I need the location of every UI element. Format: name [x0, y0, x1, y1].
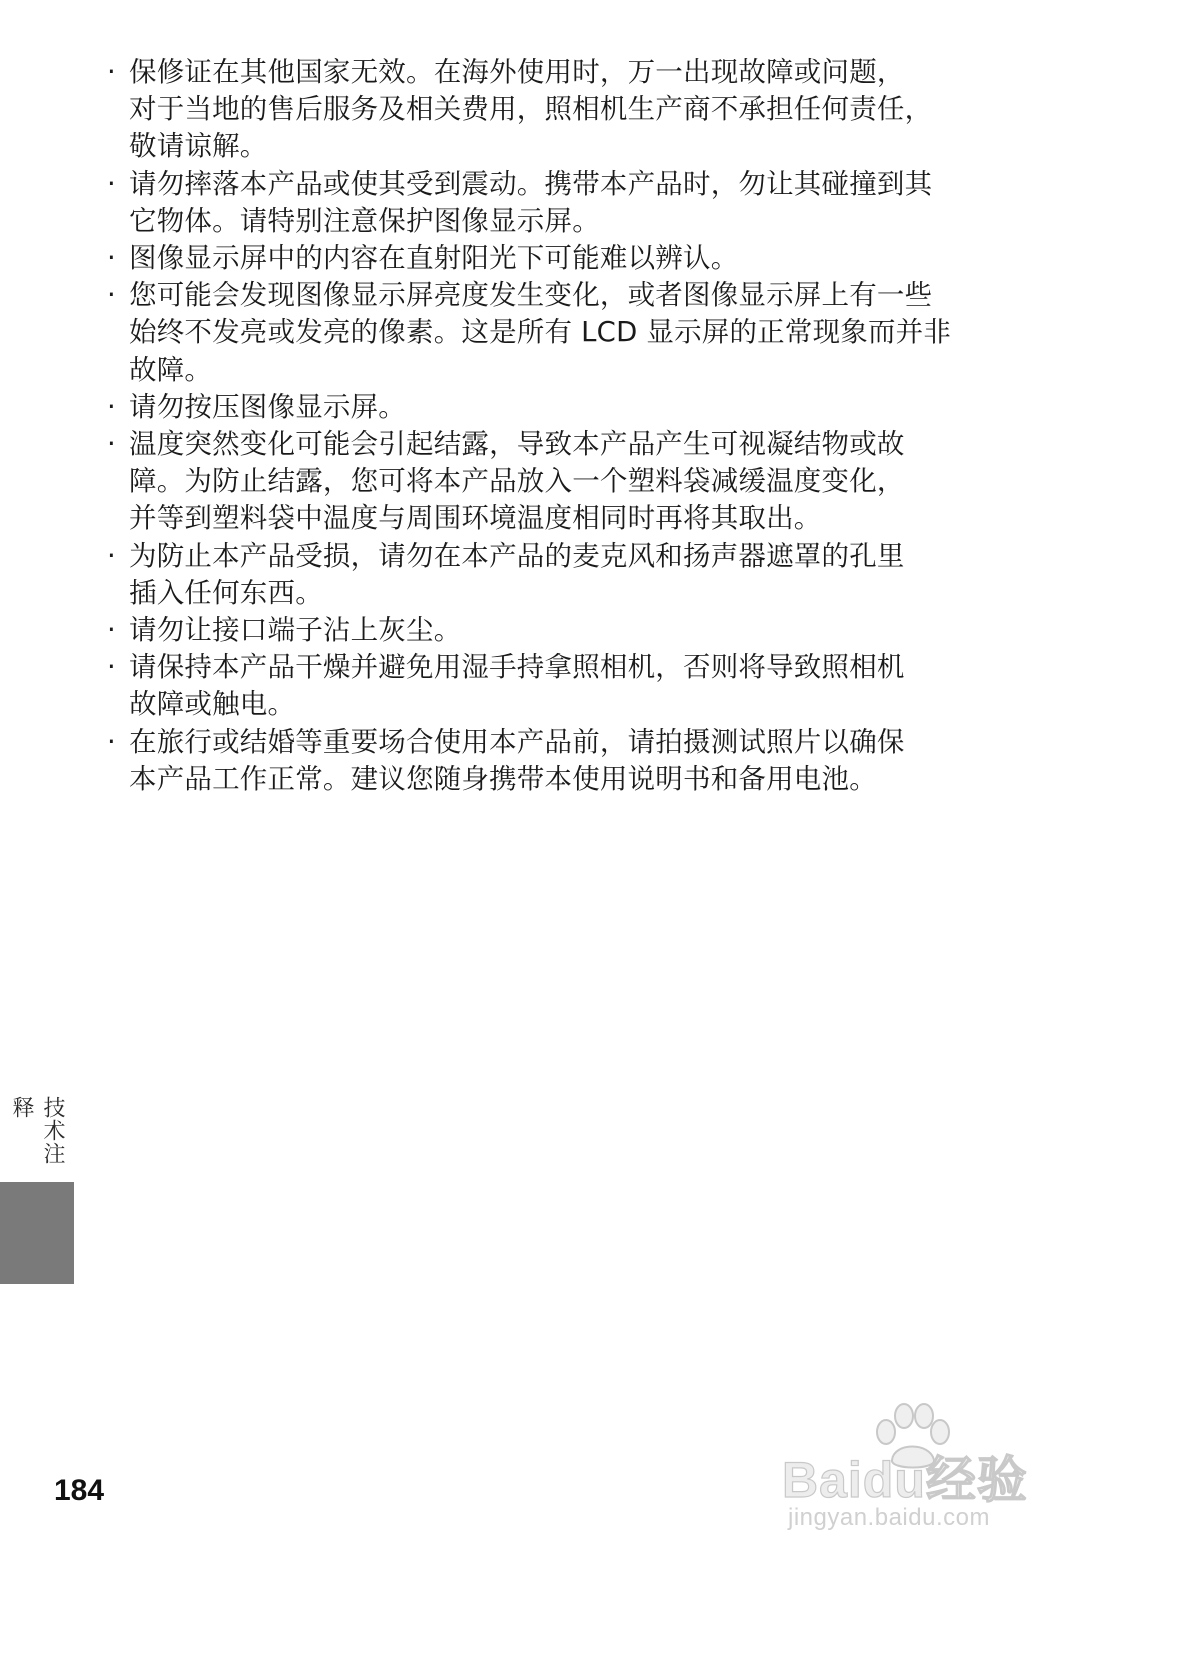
list-item	[105, 649, 987, 723]
list-item-text: 图像显示屏中的内容在直射阳光下可能难以辨认。	[129, 242, 739, 275]
list-item-text: 温度突然变化可能会引起结露，导致本产品产生可视凝结物或故 障。为防止结露，您可将本产品放入一个塑料袋减缓温度变化， 并等到塑料袋中温度与周围环境温度相同时再将其取出。	[129, 428, 905, 535]
list-item	[105, 426, 987, 538]
bullet: ·	[107, 428, 116, 461]
list-item	[105, 54, 987, 166]
bullet: ·	[107, 242, 116, 275]
list-item-text: 请勿让接口端子沾上灰尘。	[129, 614, 462, 647]
list-item	[105, 612, 987, 649]
bullet: ·	[107, 725, 116, 758]
list-item	[105, 538, 987, 612]
list-item-text: 为防止本产品受损，请勿在本产品的麦克风和扬声器遮罩的孔里 插入任何东西。	[129, 539, 905, 609]
bullet: ·	[107, 539, 116, 572]
list-item	[105, 166, 987, 240]
bullet: ·	[107, 167, 116, 200]
bullet: ·	[107, 390, 116, 423]
notes-list	[105, 54, 987, 798]
list-item-text: 请勿摔落本产品或使其受到震动。携带本产品时，勿让其碰撞到其 它物体。请特别注意保护图像显示屏。	[129, 167, 933, 237]
list-item-text: 请勿按压图像显示屏。	[129, 390, 406, 423]
bullet: ·	[107, 651, 116, 684]
section-side-label: 技术注释	[9, 1096, 65, 1165]
list-item-text: 您可能会发现图像显示屏亮度发生变化，或者图像显示屏上有一些 始终不发亮或发亮的像素。这是所有 LCD 显示屏的正常现象而并非 故障。	[129, 279, 952, 386]
list-item	[105, 240, 987, 277]
section-tab-marker	[0, 1182, 74, 1284]
list-item	[105, 389, 987, 426]
bullet: ·	[107, 279, 116, 312]
list-item-text: 在旅行或结婚等重要场合使用本产品前，请拍摄测试照片以确保 本产品工作正常。建议您随身携带本使用说明书和备用电池。	[129, 725, 905, 795]
bullet: ·	[107, 56, 116, 88]
list-item-text: 保修证在其他国家无效。在海外使用时，万一出现故障或问题， 对于当地的售后服务及相关费用，照相机生产商不承担任何责任， 敬请谅解。	[129, 56, 933, 163]
list-item	[105, 277, 987, 389]
watermark-url: jingyan.baidu.com	[788, 1504, 990, 1531]
watermark	[782, 1398, 1072, 1538]
bullet: ·	[107, 614, 116, 647]
watermark-brand: Baidu经验	[782, 1452, 1028, 1508]
list-item	[105, 724, 987, 798]
page-number: 184	[54, 1474, 105, 1507]
list-item-text: 请保持本产品干燥并避免用湿手持拿照相机，否则将导致照相机 故障或触电。	[129, 651, 905, 721]
